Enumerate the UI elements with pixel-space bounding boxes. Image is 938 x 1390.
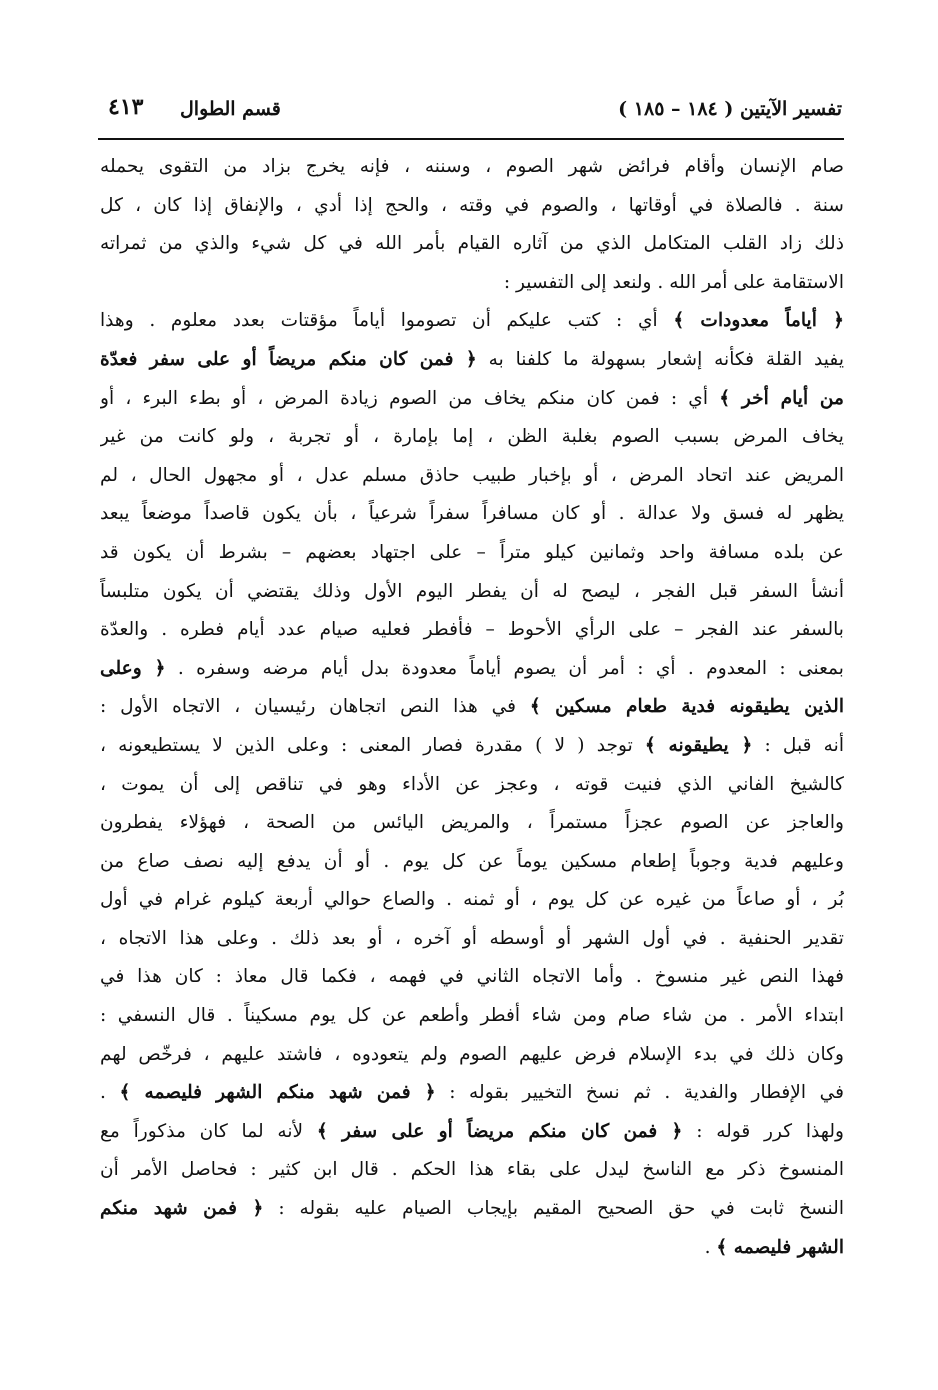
text-run: تقدير الحنفية . في أول الشهر أو أوسطه أو آخره ، أو بعد ذلك . وعلى هذا الاتجاه ، [100, 927, 844, 949]
text-run: بالسفر عند الفجر – على الرأي الأحوط – فأفطر فعليه صيام عدد أيام فطره . والعدّة [100, 619, 844, 641]
page-number: ٤١٣ [108, 94, 144, 120]
text-run: وكان ذلك في بدء الإسلام فرض عليهم الصوم ولم يتعودوه ، فاشتد عليهم ، فرخّص لهم [100, 1043, 844, 1065]
text-run: بُر ، أو صاعاً من غيره عن كل يوم ، أو ثمنه . والصاع حوالي أربعة كيلوم غرام في أول [100, 889, 844, 911]
text-line [100, 1113, 844, 1152]
text-line [100, 418, 844, 457]
text-line [100, 843, 844, 882]
text-run: ذلك زاد القلب المتكامل الذي من آثاره القيام بأمر الله في كل شيء والذي من ثمراته [100, 233, 844, 255]
text-line [100, 727, 844, 766]
text-run: توجد ( لا ) مقدرة فصار المعنى : وعلى الذين لا يستطيعونه ، [100, 734, 645, 756]
text-run: النسخ ثابت في حق الصحيح المقيم بإيجاب الصيام عليه بقوله : [263, 1198, 844, 1220]
text-line [100, 1229, 844, 1268]
text-line [100, 573, 844, 612]
text-line [100, 1190, 844, 1229]
text-run: سنة . فالصلاة في أوقاتها ، والصوم في وقته ، والحج إذا أدي ، والإنفاق إذا كان ، كل [100, 194, 844, 216]
text-run: وعليهم فدية وجوباً إطعام مسكين يوماً عن كل يوم . أو أن يدفع إليه نصف صاع من [100, 850, 844, 872]
text-run: أنشأ السفر قبل الفجر ، ليصح له أن يفطر اليوم الأول وذلك يقتضي أن يكون متلبساً [100, 580, 844, 602]
text-run: كالشيخ الفاني الذي فنيت قوته ، وعجز عن الأداء وهو في تناقص إلى أن يموت ، [100, 773, 844, 795]
text-line [100, 264, 844, 303]
text-run: الاستقامة على أمر الله . ولنعد إلى التفسير : [503, 271, 844, 293]
text-line [100, 804, 844, 843]
quran-quote: ﴿ وعلى [100, 657, 166, 679]
text-line [100, 341, 844, 380]
text-run: المريض عند اتحاد المرض ، أو بإخبار طبيب حاذق مسلم عدل ، أو مجهول الحال ، لم [100, 464, 844, 486]
quran-quote: ﴿ فمن شهد منكم الشهر فليصمه ﴾ [119, 1082, 436, 1104]
text-run: أي : كتب عليكم أن تصوموا أياماً مؤقتات بعدد معلوم . وهذا [100, 310, 674, 332]
text-run: أنه قبل : [752, 734, 844, 756]
running-title: تفسير الآيتين ( ١٨٤ – ١٨٥ ) [618, 98, 842, 120]
quran-quote: ﴿ فمن كان منكم مريضاً أو على سفر ﴾ [316, 1120, 683, 1142]
text-line [100, 958, 844, 997]
text-run: ولهذا كرر قوله : [682, 1120, 844, 1142]
text-run: . [100, 1082, 120, 1104]
header-rule [98, 138, 844, 140]
text-line [100, 187, 844, 226]
text-run: . [704, 1236, 717, 1258]
text-line [100, 881, 844, 920]
text-line [100, 225, 844, 264]
text-run: عن بلده مسافة واحد وثمانين كيلو متراً – على اجتهاد بعضهم – بشرط أن يكون قد [100, 541, 844, 563]
text-run: أي : فمن كان منكم يخاف من الصوم زيادة المرض ، أو بطء البرء ، أو [100, 387, 720, 409]
quran-quote: ﴿ أياماً معدودات ﴾ [673, 310, 844, 332]
text-line [100, 997, 844, 1036]
text-run: يفيد القلة فكأنه إشعار بسهولة ما كلفنا به [476, 348, 844, 370]
text-run: لأنه لما كان مذكوراً مع [100, 1120, 317, 1142]
body-text [100, 148, 844, 1267]
text-line [100, 611, 844, 650]
text-line [100, 1151, 844, 1190]
text-line [100, 766, 844, 805]
text-line [100, 380, 844, 419]
quran-quote: ﴿ يطيقونه ﴾ [644, 734, 753, 756]
text-run: فهذا النص غير منسوخ . وأما الاتجاه الثاني في فهمه ، فكما قال معاذ : كان هذا في [100, 966, 844, 988]
text-run: ابتداء الأمر . من شاء صام ومن شاء أفطر وأطعم عن كل يوم مسكيناً . قال النسفي : [100, 1005, 844, 1027]
quran-quote: الشهر فليصمه ﴾ [716, 1236, 844, 1258]
quran-quote: الذين يطيقونه فدية طعام مسكين ﴾ [529, 696, 844, 718]
text-line [100, 920, 844, 959]
text-run: يخاف المرض بسبب الصوم بغلبة الظن ، إما بإمارة ، أو تجربة ، ولو كانت من غير [100, 426, 844, 448]
text-run: بمعنى : المعدوم . أي : أمر أن يصوم أياماً معدودة بدل أيام مرضه وسفره . [165, 657, 844, 679]
text-run: يظهر له فسق ولا عدالة . أو كان مسافراً سفراً شرعياً ، بأن يكون قاصداً موضعاً يبعد [100, 503, 844, 525]
quran-quote: من أيام أخر ﴾ [719, 387, 844, 409]
text-line [100, 495, 844, 534]
text-line [100, 650, 844, 689]
quran-quote: ﴿ فمن كان منكم مريضاً أو على سفر فعدّة [100, 348, 477, 370]
quran-quote: ﴿ فمن شهد منكم [100, 1198, 264, 1220]
text-line [100, 534, 844, 573]
text-run: المنسوخ ذكر مع الناسخ ليدل على بقاء هذا الحكم . قال ابن كثير : فحاصل الأمر أن [100, 1159, 844, 1181]
text-run: والعاجز عن الصوم عجزاً مستمراً ، والمريض اليائس من الصحة ، فهؤلاء يفطرون [100, 812, 844, 834]
text-line [100, 1036, 844, 1075]
text-run: في الإفطار والفدية . ثم نسخ التخيير بقوله : [435, 1082, 844, 1104]
text-run: في هذا النص اتجاهان رئيسيان ، الاتجاه الأول : [100, 696, 530, 718]
text-line [100, 1074, 844, 1113]
page-header [100, 92, 842, 132]
text-line [100, 302, 844, 341]
text-line [100, 457, 844, 496]
text-run: صام الإنسان وأقام فرائض شهر الصوم ، وسننه ، فإنه يخرج بزاد من التقوى يحمله [100, 156, 844, 177]
section-title: قسم الطوال [180, 98, 281, 120]
text-line [100, 688, 844, 727]
text-line [100, 148, 844, 187]
